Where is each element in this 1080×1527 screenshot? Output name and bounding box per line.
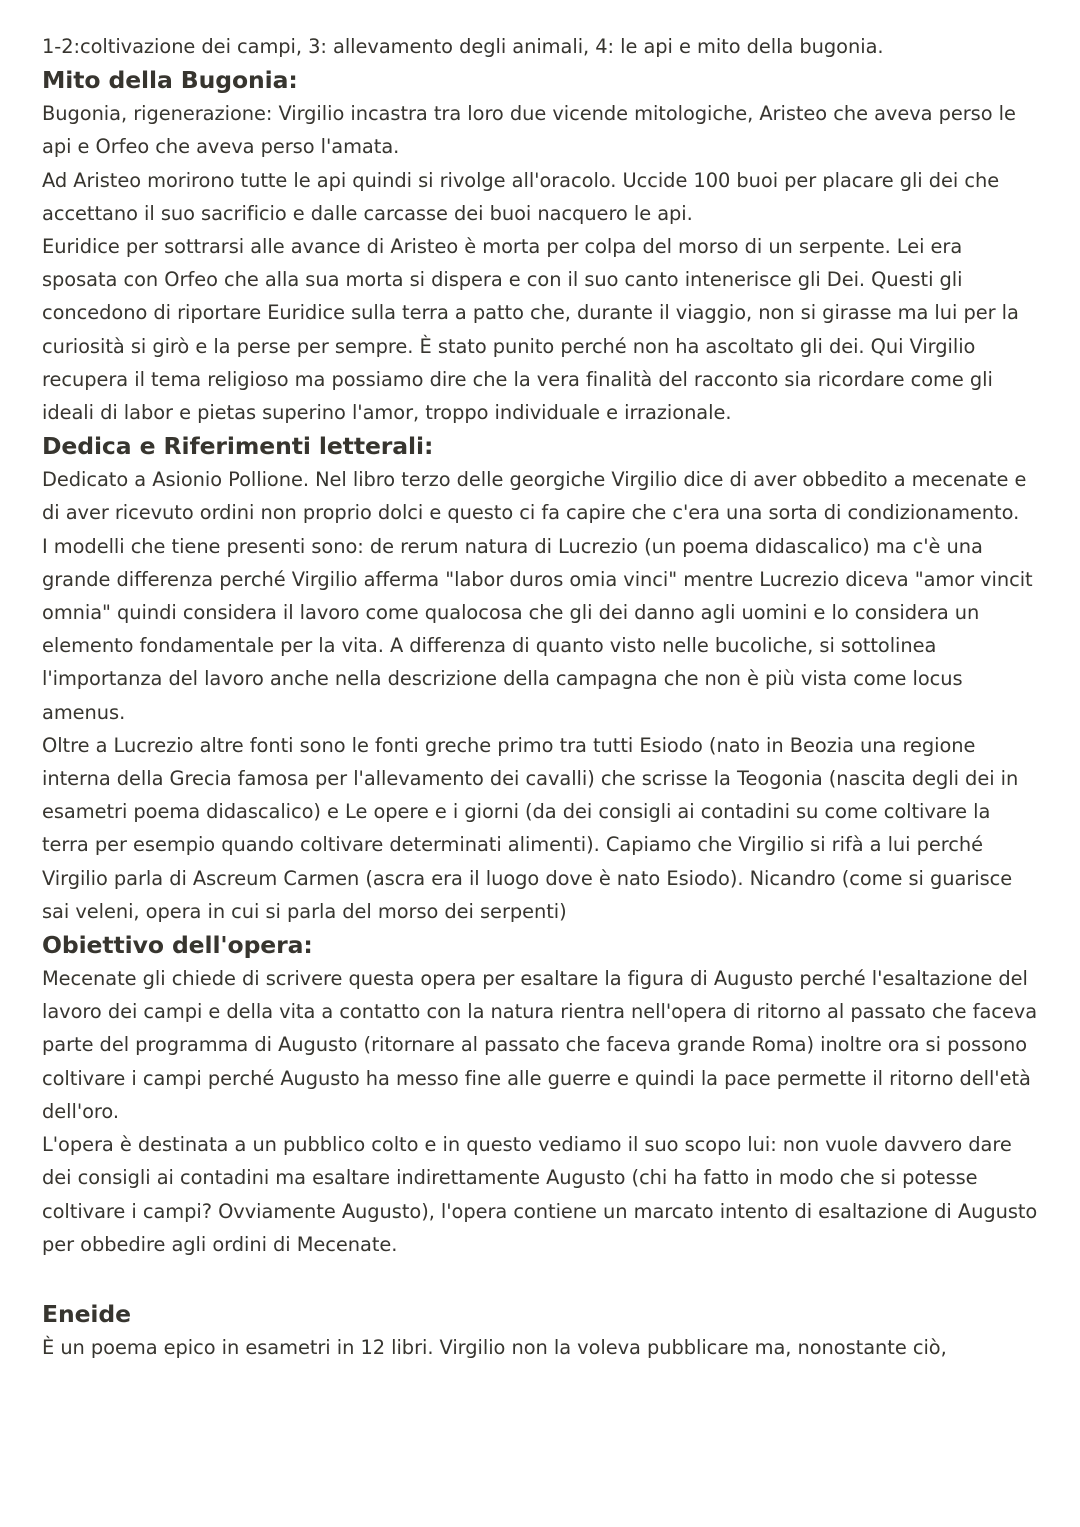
paragraph: Bugonia, rigenerazione: Virgilio incastra tra loro due vicende mitologiche, Aristeo che aveva perso le api e Orfeo che aveva perso l'amata.	[42, 102, 1016, 159]
intro-paragraph: 1-2:coltivazione dei campi, 3: allevamento degli animali, 4: le api e mito della bugonia.	[42, 35, 884, 58]
section-heading-eneide: Eneide	[42, 1299, 131, 1328]
paragraph: Euridice per sottrarsi alle avance di Aristeo è morta per colpa del morso di un serpente. Lei era sposata con Orfeo che alla sua morta si dispera e con il suo canto intenerisce gli Dei. Questi gli concedono di riportare Euridice sulla terra a patto che, durante il viaggio, non si girasse ma lui per la curiosità si girò e la perse per sempre. È stato punito perché non ha ascoltato gli dei. Qui Virgilio recupera il tema religioso ma possiamo dire che la vera finalità del racconto sia ricordare come gli ideali di labor e pietas superino l'amor, troppo individuale e irrazionale.	[42, 235, 1019, 425]
section-heading-dedica: Dedica e Riferimenti letterali:	[42, 432, 434, 461]
paragraph: È un poema epico in esametri in 12 libri. Virgilio non la voleva pubblicare ma, nonostante ciò,	[42, 1335, 947, 1359]
section-heading-obiettivo: Obiettivo dell'opera:	[42, 931, 313, 960]
paragraph: L'opera è destinata a un pubblico colto e in questo vediamo il suo scopo lui: non vuole davvero dare dei consigli ai contadini ma esaltare indirettamente Augusto (chi ha fatto in modo che si potesse coltivare i campi? Ovviamente Augusto), l'opera contiene un marcato intento di esaltazione di Augusto per obbedire agli ordini di Mecenate.	[42, 1133, 1038, 1256]
paragraph: Dedicato a Asionio Pollione. Nel libro terzo delle georgiche Virgilio dice di aver obbedito a mecenate e di aver ricevuto ordini non proprio dolci e questo ci fa capire che c'era una sorta di condizionamento.	[42, 468, 1027, 525]
document-page	[42, 30, 1042, 1364]
paragraph: Ad Aristeo morirono tutte le api quindi si rivolge all'oracolo. Uccide 100 buoi per placare gli dei che accettano il suo sacrificio e dalle carcasse dei buoi nacquero le api.	[42, 168, 1000, 225]
paragraph: I modelli che tiene presenti sono: de rerum natura di Lucrezio (un poema didascalico) ma c'è una grande differenza perché Virgilio afferma "labor duros omia vinci" mentre Lucrezio diceva "amor vincit omnia" quindi considera il lavoro come qualocosa che gli dei danno agli uomini e lo considera un elemento fondamentale per la vita. A differenza di quanto visto nelle bucoliche, si sottolinea l'importanza del lavoro anche nella descrizione della campagna che non è più vista come locus amenus.	[42, 534, 1033, 724]
paragraph: Oltre a Lucrezio altre fonti sono le fonti greche primo tra tutti Esiodo (nato in Beozia una regione interna della Grecia famosa per l'allevamento dei cavalli) che scrisse la Teogonia (nascita degli dei in esametri poema didascalico) e Le opere e i giorni (da dei consigli ai contadini su come coltivare la terra per esempio quando coltivare determinati alimenti). Capiamo che Virgilio si rifà a lui perché Virgilio parla di Ascreum Carmen (ascra era il luogo dove è nato Esiodo). Nicandro (come si guarisce sai veleni, opera in cui si parla del morso dei serpenti)	[42, 733, 1019, 923]
paragraph: Mecenate gli chiede di scrivere questa opera per esaltare la figura di Augusto perché l'esaltazione del lavoro dei campi e della vita a contatto con la natura rientra nell'opera di ritorno al passato che faceva parte del programma di Augusto (ritornare al passato che faceva grande Roma) inoltre ora si possono coltivare i campi perché Augusto ha messo fine alle guerre e quindi la pace permette il ritorno dell'età dell'oro.	[42, 967, 1038, 1123]
section-heading-bugonia: Mito della Bugonia:	[42, 66, 298, 95]
